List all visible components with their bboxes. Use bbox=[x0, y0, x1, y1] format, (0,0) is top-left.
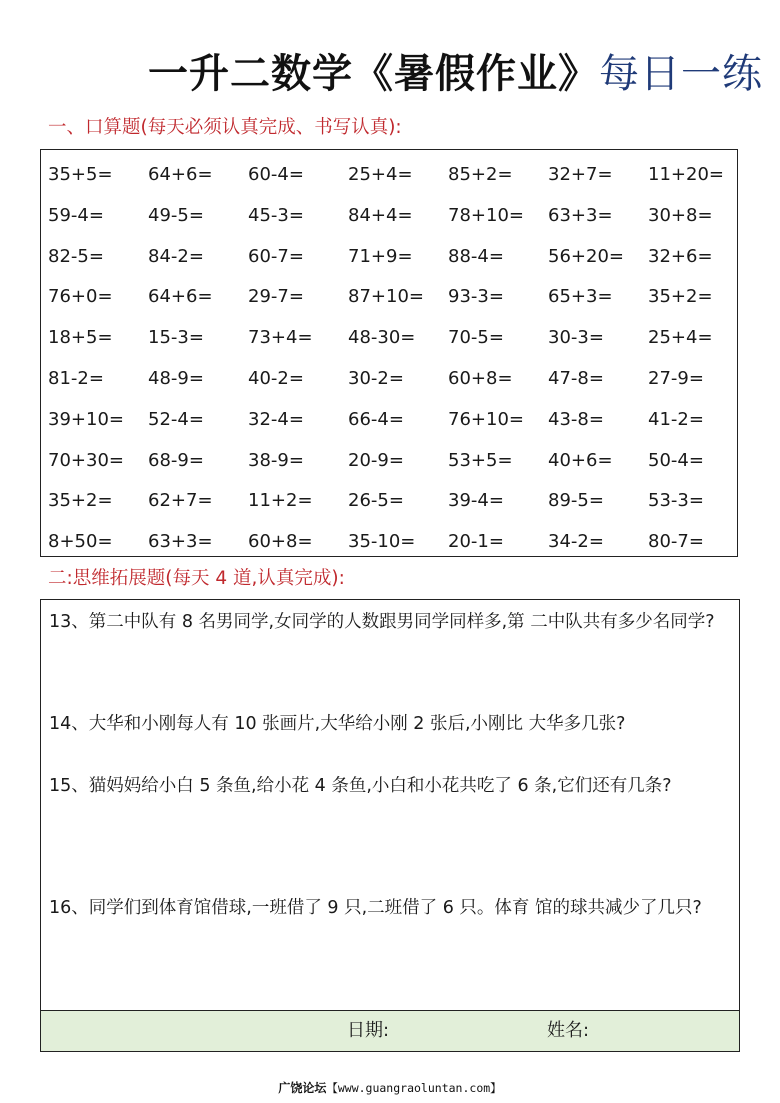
arithmetic-problem: 15-3= bbox=[148, 327, 204, 349]
arithmetic-problem: 38-9= bbox=[248, 449, 304, 471]
arithmetic-problem: 59-4= bbox=[48, 204, 104, 226]
arithmetic-problem: 87+10= bbox=[348, 286, 424, 308]
arithmetic-problem: 60-7= bbox=[248, 245, 304, 267]
arithmetic-problem: 35+2= bbox=[48, 490, 113, 512]
arithmetic-problem: 78+10= bbox=[448, 204, 524, 226]
arithmetic-problem: 8+50= bbox=[48, 531, 113, 553]
arithmetic-problem: 40-2= bbox=[248, 367, 304, 389]
arithmetic-problem: 60+8= bbox=[448, 367, 513, 389]
name-label: 姓名: bbox=[547, 1020, 590, 1041]
arithmetic-problem: 62+7= bbox=[148, 490, 213, 512]
arithmetic-problem: 35+2= bbox=[648, 286, 713, 308]
arithmetic-problem: 35+5= bbox=[48, 164, 113, 185]
arithmetic-problem: 70+30= bbox=[48, 449, 124, 471]
arithmetic-problem: 32+7= bbox=[548, 164, 613, 185]
arithmetic-problem: 30-3= bbox=[548, 327, 604, 349]
watermark-url: 【www.guangraoluntan.com】 bbox=[326, 1081, 502, 1095]
arithmetic-problem: 25+4= bbox=[348, 164, 413, 185]
arithmetic-problem: 63+3= bbox=[548, 204, 613, 226]
arithmetic-problem: 43-8= bbox=[548, 408, 604, 430]
arithmetic-problem: 64+6= bbox=[148, 286, 213, 308]
page-title-accent: 每日一练 bbox=[599, 51, 763, 97]
arithmetic-problem: 27-9= bbox=[648, 367, 704, 389]
arithmetic-problem: 93-3= bbox=[448, 286, 504, 308]
arithmetic-problem: 81-2= bbox=[48, 367, 104, 389]
word-problem-15: 15、猫妈妈给小白 5 条鱼,给小花 4 条鱼,小白和小花共吃了 6 条,它们还有几条? bbox=[49, 776, 672, 796]
arithmetic-problem: 53+5= bbox=[448, 449, 513, 471]
arithmetic-problem: 34-2= bbox=[548, 531, 604, 553]
arithmetic-problem: 70-5= bbox=[448, 327, 504, 349]
arithmetic-problem: 52-4= bbox=[148, 408, 204, 430]
arithmetic-problem: 48-9= bbox=[148, 367, 204, 389]
arithmetic-problem: 64+6= bbox=[148, 164, 213, 185]
arithmetic-problem: 49-5= bbox=[148, 204, 204, 226]
date-label: 日期: bbox=[347, 1020, 390, 1041]
arithmetic-problem: 39-4= bbox=[448, 490, 504, 512]
page-title-main: 一升二数学《暑假作业》 bbox=[148, 51, 599, 97]
arithmetic-problem: 45-3= bbox=[248, 204, 304, 226]
arithmetic-problem: 26-5= bbox=[348, 490, 404, 512]
word-problems-box bbox=[40, 599, 740, 1052]
arithmetic-problem: 65+3= bbox=[548, 286, 613, 308]
arithmetic-problem: 18+5= bbox=[48, 327, 113, 349]
arithmetic-problem: 30-2= bbox=[348, 367, 404, 389]
arithmetic-problem: 89-5= bbox=[548, 490, 604, 512]
arithmetic-problem: 30+8= bbox=[648, 204, 713, 226]
word-problem-16: 16、同学们到体育馆借球,一班借了 9 只,二班借了 6 只。体育 馆的球共减少了几只? bbox=[49, 898, 702, 918]
mental-arithmetic-box bbox=[40, 149, 738, 557]
arithmetic-problem: 48-30= bbox=[348, 327, 416, 349]
arithmetic-problem: 29-7= bbox=[248, 286, 304, 308]
arithmetic-problem: 60-4= bbox=[248, 164, 304, 185]
arithmetic-problem: 85+2= bbox=[448, 164, 513, 185]
arithmetic-problem: 80-7= bbox=[648, 531, 704, 553]
word-problem-14: 14、大华和小刚每人有 10 张画片,大华给小刚 2 张后,小刚比 大华多几张? bbox=[49, 714, 626, 734]
arithmetic-problem: 88-4= bbox=[448, 245, 504, 267]
arithmetic-problem: 25+4= bbox=[648, 327, 713, 349]
section-2-heading: 二:思维拓展题(每天 4 道,认真完成): bbox=[48, 568, 345, 589]
arithmetic-problem: 76+10= bbox=[448, 408, 524, 430]
page-title bbox=[148, 44, 763, 104]
arithmetic-problem: 20-9= bbox=[348, 449, 404, 471]
watermark bbox=[0, 1079, 780, 1096]
mental-arithmetic-grid bbox=[48, 155, 738, 563]
section-1-heading: 一、口算题(每天必须认真完成、书写认真): bbox=[48, 117, 402, 138]
arithmetic-problem: 53-3= bbox=[648, 490, 704, 512]
arithmetic-problem: 82-5= bbox=[48, 245, 104, 267]
arithmetic-problem: 73+4= bbox=[248, 327, 313, 349]
arithmetic-problem: 32+6= bbox=[648, 245, 713, 267]
arithmetic-problem: 11+2= bbox=[248, 490, 313, 512]
arithmetic-problem: 39+10= bbox=[48, 408, 124, 430]
arithmetic-problem: 20-1= bbox=[448, 531, 504, 553]
watermark-site-name: 广饶论坛 bbox=[278, 1081, 327, 1095]
date-name-footer bbox=[41, 1010, 739, 1051]
arithmetic-problem: 50-4= bbox=[648, 449, 704, 471]
arithmetic-problem: 68-9= bbox=[148, 449, 204, 471]
word-problem-13: 13、第二中队有 8 名男同学,女同学的人数跟男同学同样多,第 二中队共有多少名同学? bbox=[49, 612, 715, 632]
arithmetic-problem: 76+0= bbox=[48, 286, 113, 308]
arithmetic-problem: 66-4= bbox=[348, 408, 404, 430]
arithmetic-problem: 40+6= bbox=[548, 449, 613, 471]
arithmetic-problem: 11+20= bbox=[648, 164, 724, 185]
arithmetic-problem: 32-4= bbox=[248, 408, 304, 430]
arithmetic-problem: 47-8= bbox=[548, 367, 604, 389]
arithmetic-problem: 35-10= bbox=[348, 531, 416, 553]
arithmetic-problem: 41-2= bbox=[648, 408, 704, 430]
arithmetic-problem: 63+3= bbox=[148, 531, 213, 553]
arithmetic-problem: 84-2= bbox=[148, 245, 204, 267]
arithmetic-problem: 84+4= bbox=[348, 204, 413, 226]
arithmetic-problem: 60+8= bbox=[248, 531, 313, 553]
arithmetic-problem: 56+20= bbox=[548, 245, 624, 267]
arithmetic-problem: 71+9= bbox=[348, 245, 413, 267]
